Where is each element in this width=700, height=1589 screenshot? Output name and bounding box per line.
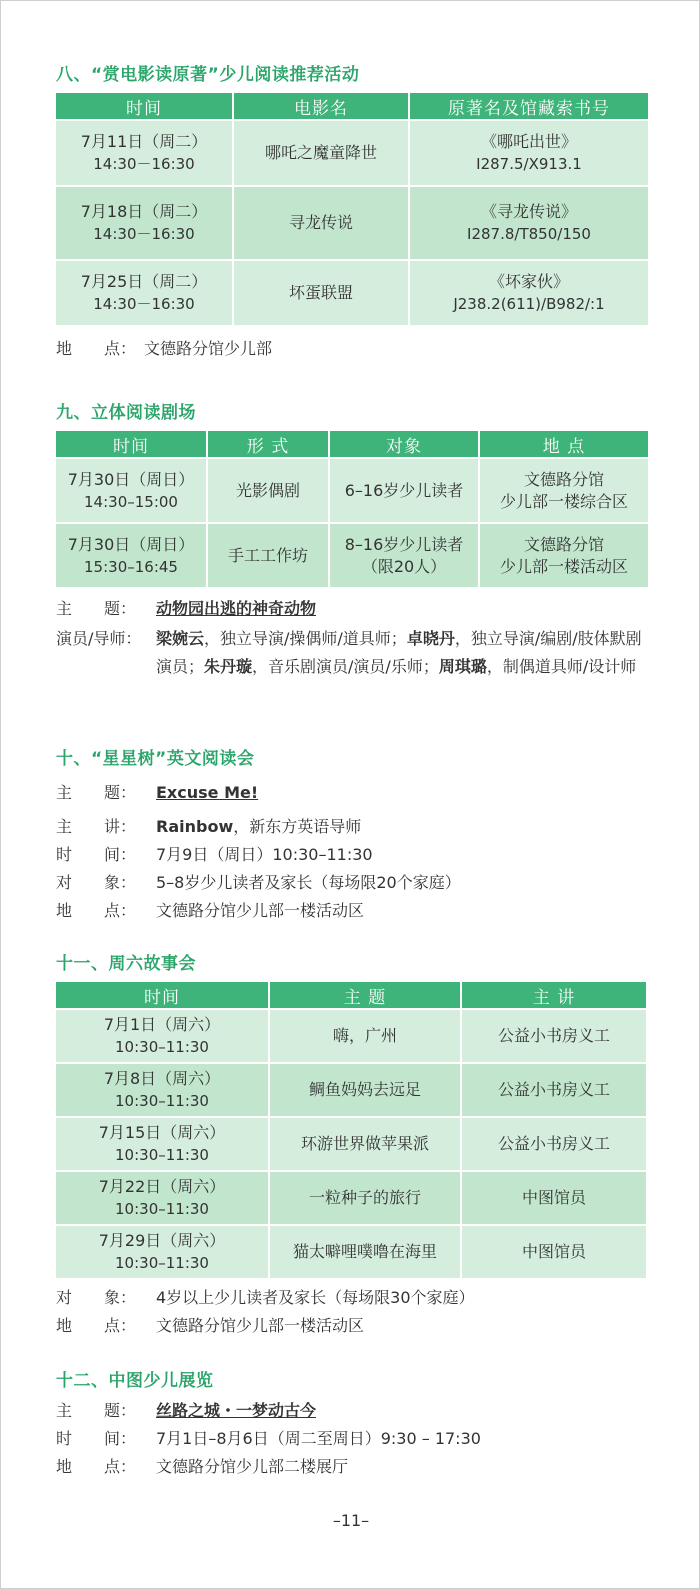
col-header-form: 形 式	[208, 431, 328, 457]
theme-text: 动物园出逃的神奇动物	[156, 599, 317, 618]
info-speaker: 主 讲： Rainbow，新东方英语导师	[56, 817, 362, 836]
cell-time: 7月15日（周六） 10:30–11:30	[56, 1118, 268, 1170]
cell-topic: 鲷鱼妈妈去远足	[270, 1064, 460, 1116]
table-row	[56, 1226, 646, 1278]
section-title: 九、立体阅读剧场	[56, 403, 196, 423]
table-row	[56, 1118, 646, 1170]
info-theme: 主 题： 动物园出逃的神奇动物	[56, 599, 317, 618]
cell-host: 公益小书房义工	[462, 1064, 646, 1116]
table-row	[56, 121, 648, 185]
section-story-time	[56, 952, 646, 1338]
theater-table	[54, 429, 650, 589]
cell-film: 坏蛋联盟	[234, 261, 408, 325]
table-row	[56, 459, 648, 522]
table-row	[56, 1064, 646, 1116]
section-title: 十、“星星树”英文阅读会	[56, 749, 255, 769]
table-row	[56, 524, 648, 587]
section-english-reading	[56, 747, 646, 923]
cell-time: 7月30日（周日） 15:30–16:45	[56, 524, 206, 587]
section-exhibition	[56, 1369, 646, 1479]
section-title: 八、“赏电影读原著”少儿阅读推荐活动	[56, 65, 360, 85]
table-row	[56, 1172, 646, 1224]
cell-location: 文德路分馆 少儿部一楼活动区	[480, 524, 648, 587]
table-row	[56, 187, 648, 259]
cell-film: 哪吒之魔童降世	[234, 121, 408, 185]
table-row	[56, 261, 648, 325]
col-header-host: 主 讲	[462, 982, 646, 1008]
cell-host: 中图馆员	[462, 1172, 646, 1224]
col-header-book: 原著名及馆藏索书号	[410, 93, 648, 119]
story-table	[54, 980, 648, 1280]
table-row	[56, 1010, 646, 1062]
info-staff: 演员/导师： 梁婉云，独立导演/操偶师/道具师；卓晓丹，独立导演/编剧/肢体默剧演员；朱丹璇，音乐剧演员/演员/乐师；周琪璐，制偶道具师/设计师	[56, 629, 642, 676]
col-header-time: 时间	[56, 93, 232, 119]
section-title: 十二、中图少儿展览	[56, 1371, 214, 1391]
theme-text: 丝路之城・一梦动古今	[156, 1401, 317, 1420]
info-audience: 对 象： 5–8岁少儿读者及家长（每场限20个家庭）	[56, 873, 461, 892]
cell-time: 7月8日（周六） 10:30–11:30	[56, 1064, 268, 1116]
col-header-film: 电影名	[234, 93, 408, 119]
cell-location: 文德路分馆 少儿部一楼综合区	[480, 459, 648, 522]
info-location: 地 点： 文德路分馆少儿部一楼活动区	[56, 901, 365, 920]
section-film-reading	[56, 63, 646, 361]
cell-time: 7月22日（周六） 10:30–11:30	[56, 1172, 268, 1224]
cell-book: 《哪吒出世》 I287.5/X913.1	[410, 121, 648, 185]
cell-topic: 一粒种子的旅行	[270, 1172, 460, 1224]
cell-form: 光影偶剧	[208, 459, 328, 522]
cell-time: 7月29日（周六） 10:30–11:30	[56, 1226, 268, 1278]
cell-book: 《坏家伙》 J238.2(611)/B982/:1	[410, 261, 648, 325]
info-location: 地 点： 文德路分馆少儿部二楼展厅	[56, 1457, 349, 1476]
col-header-time: 时间	[56, 431, 206, 457]
info-audience: 对 象： 4岁以上少儿读者及家长（每场限30个家庭）	[56, 1288, 475, 1307]
page-number: –11–	[332, 1511, 370, 1530]
cell-audience: 6–16岁少儿读者	[330, 459, 478, 522]
table-header-row	[56, 93, 648, 119]
cell-host: 中图馆员	[462, 1226, 646, 1278]
cell-time: 7月18日（周二） 14:30－16:30	[56, 187, 232, 259]
cell-book: 《寻龙传说》 I287.8/T850/150	[410, 187, 648, 259]
table-header-row	[56, 982, 646, 1008]
col-header-time: 时间	[56, 982, 268, 1008]
table-header-row	[56, 431, 648, 457]
cell-topic: 环游世界做苹果派	[270, 1118, 460, 1170]
col-header-topic: 主 题	[270, 982, 460, 1008]
info-time: 时 间： 7月1日–8月6日（周二至周日）9:30 – 17:30	[56, 1429, 481, 1448]
cell-form: 手工工作坊	[208, 524, 328, 587]
theme-text: Excuse Me!	[156, 783, 259, 802]
info-location: 地 点： 文德路分馆少儿部	[56, 339, 273, 358]
info-theme: 主 题： 丝路之城・一梦动古今	[56, 1401, 317, 1420]
cell-topic: 猫太噼哩噗噜在海里	[270, 1226, 460, 1278]
cell-host: 公益小书房义工	[462, 1010, 646, 1062]
cell-host: 公益小书房义工	[462, 1118, 646, 1170]
section-title: 十一、周六故事会	[56, 954, 196, 974]
info-theme: 主 题： Excuse Me!	[56, 783, 259, 802]
info-location: 地 点： 文德路分馆少儿部一楼活动区	[56, 1316, 365, 1335]
cell-time: 7月1日（周六） 10:30–11:30	[56, 1010, 268, 1062]
cell-topic: 嗨，广州	[270, 1010, 460, 1062]
cell-time: 7月11日（周二） 14:30－16:30	[56, 121, 232, 185]
info-time: 时 间： 7月9日（周日）10:30–11:30	[56, 845, 373, 864]
col-header-audience: 对象	[330, 431, 478, 457]
cell-audience: 8–16岁少儿读者 （限20人）	[330, 524, 478, 587]
col-header-location: 地 点	[480, 431, 648, 457]
section-reading-theater	[56, 401, 646, 681]
film-table	[54, 91, 650, 327]
cell-time: 7月25日（周二） 14:30－16:30	[56, 261, 232, 325]
cell-time: 7月30日（周日） 14:30–15:00	[56, 459, 206, 522]
cell-film: 寻龙传说	[234, 187, 408, 259]
